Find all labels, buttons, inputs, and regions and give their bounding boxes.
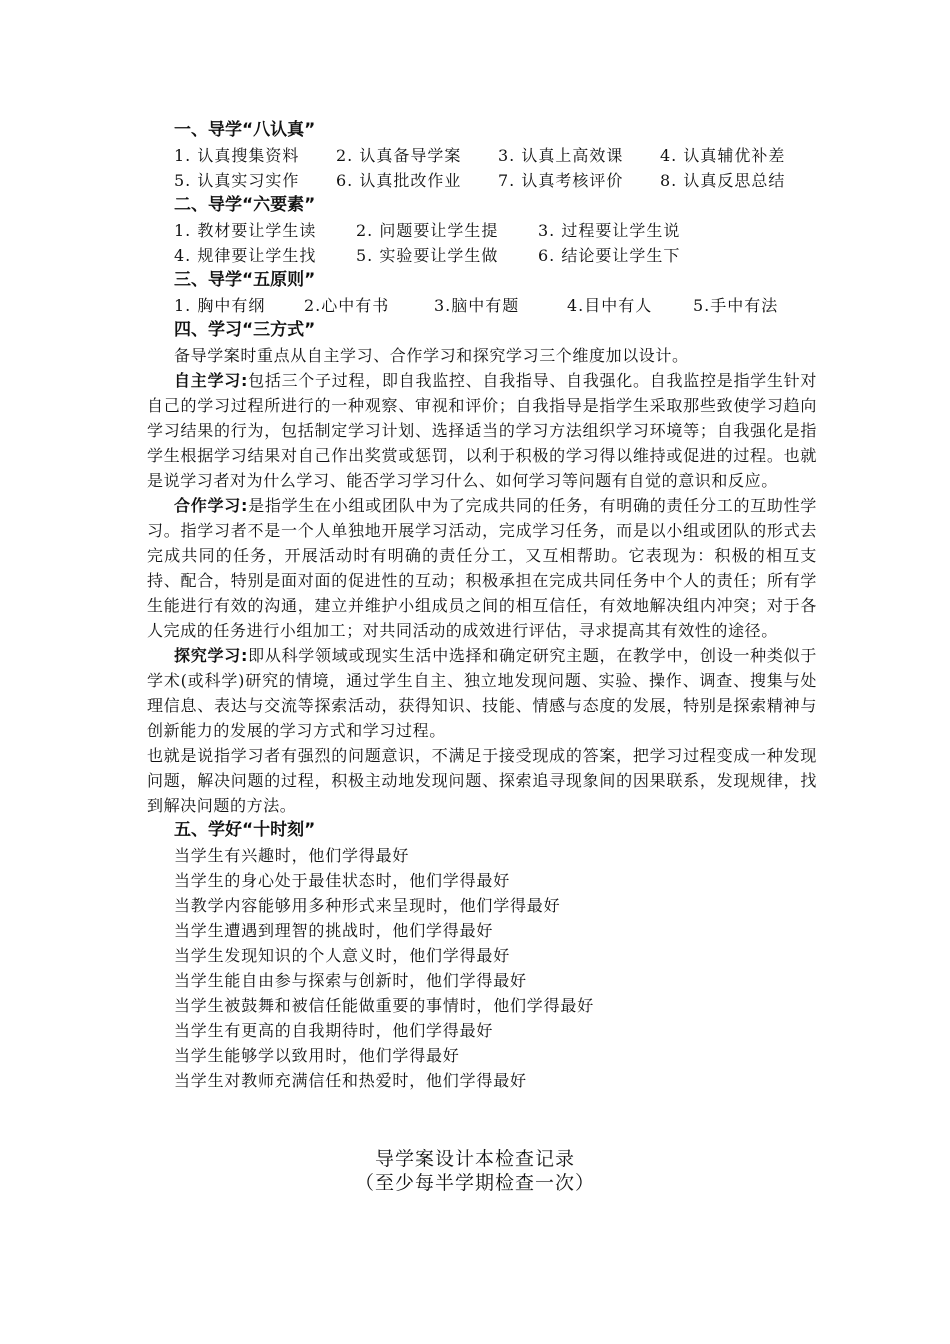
inquiry-text: 即从科学领域或现实生活中选择和确定研究主题，在教学中，创设一种类似于学术(或科学)研究的情境，通过学生自主、独立地发现问题、实验、操作、调查、搜集与处理信息、表达与交流等探索活动，获得知识、技能、情感与态度的发展，特别是探索精神与创新能力的发展的学习方式和学习过程。 [147, 646, 817, 740]
list-item: 3.脑中有题 [434, 296, 520, 315]
list-item: 当学生对教师充满信任和热爱时，他们学得最好 [174, 1071, 527, 1090]
list-item: 当学生能够学以致用时，他们学得最好 [174, 1046, 460, 1065]
list-item: 当学生有兴趣时，他们学得最好 [174, 846, 410, 865]
list-item: 3. 认真上高效课 [498, 146, 624, 165]
six-row-1 [147, 218, 817, 243]
three-ways-intro: 备导学案时重点从自主学习、合作学习和探究学习三个维度加以设计。 [174, 346, 689, 365]
cooperative-text: 是指学生在小组或团队中为了完成共同的任务，有明确的责任分工的互助性学习。指学习者不是一个人单独地开展学习活动，完成学习任务，而是以小组或团队的形式去完成共同的任务，开展活动时有明确的责任分工，又互相帮助。它表现为：积极的相互支持、配合，特别是面对面的促进性的互动；积极承担在完成共同任务中个人的责任；所有学生能进行有效的沟通，建立并维护小组成员之间的相互信任，有效地解决组内冲突；对于各人完成的任务进行小组加工；对共同活动的成效进行评估，寻求提高其有效性的途径。 [147, 496, 817, 640]
record-title: 导学案设计本检查记录 [374, 1148, 575, 1170]
eight-row-1 [147, 143, 817, 168]
cooperative-label: 合作学习: [174, 496, 248, 515]
inquiry-followup-paragraph: 也就是说指学习者有强烈的问题意识，不满足于接受现成的答案，把学习过程变成一种发现问题，解决问题的过程，积极主动地发现问题、探索追寻现象间的因果联系，发现规律，找到解决问题的方法。 [147, 746, 817, 815]
inquiry-label: 探究学习: [174, 646, 248, 665]
list-item: 当学生发现知识的个人意义时，他们学得最好 [174, 946, 511, 965]
document-body [147, 118, 817, 1093]
record-subtitle: （至少每半学期检查一次） [354, 1172, 595, 1194]
section-heading-three-ways: 四、学习“三方式” [174, 320, 316, 340]
list-item: 5. 实验要让学生做 [356, 246, 499, 265]
list-item: 1. 教材要让学生读 [174, 221, 317, 240]
list-item: 5. 认真实习实作 [174, 171, 300, 190]
list-item: 6. 认真批改作业 [336, 171, 462, 190]
self-study-text: 包括三个子过程，即自我监控、自我指导、自我强化。自我监控是指学生针对自己的学习过程所进行的一种观察、审视和评价；自我指导是指学生采取那些致使学习趋向学习结果的行为，包括制定学习计划、选择适当的学习方法组织学习环境等；自我强化是指学生根据学习结果对自己作出奖赏或惩罚，以利于积极的学习得以维持或促进的过程。也就是说学习者对为什么学习、能否学习学习什么、如何学习等问题有自觉的意识和反应。 [147, 371, 817, 490]
self-study-paragraph [147, 368, 817, 493]
section-heading-five-principles: 三、导学“五原则” [174, 270, 316, 290]
list-item: 2.心中有书 [304, 296, 390, 315]
list-item: 6. 结论要让学生下 [538, 246, 681, 265]
list-item: 3. 过程要让学生说 [538, 221, 681, 240]
section-heading-six: 二、导学“六要素” [174, 195, 316, 215]
eight-row-2 [147, 168, 817, 193]
list-item: 当学生被鼓舞和被信任能做重要的事情时，他们学得最好 [174, 996, 595, 1015]
list-item: 2. 问题要让学生提 [356, 221, 499, 240]
list-item: 当学生有更高的自我期待时，他们学得最好 [174, 1021, 494, 1040]
list-item: 当学生能自由参与探索与创新时，他们学得最好 [174, 971, 527, 990]
list-item: 8. 认真反思总结 [660, 171, 786, 190]
list-item: 当学生遭遇到理智的挑战时，他们学得最好 [174, 921, 494, 940]
principles-row [147, 293, 817, 318]
list-item: 4. 规律要让学生找 [174, 246, 317, 265]
section-heading-eight: 一、导学“八认真” [174, 120, 316, 140]
list-item: 1. 认真搜集资料 [174, 146, 300, 165]
list-item: 2. 认真备导学案 [336, 146, 462, 165]
list-item: 7. 认真考核评价 [498, 171, 624, 190]
list-item: 当教学内容能够用多种形式来呈现时，他们学得最好 [174, 896, 561, 915]
list-item: 当学生的身心处于最佳状态时，他们学得最好 [174, 871, 511, 890]
six-row-2 [147, 243, 817, 268]
list-item: 4. 认真辅优补差 [660, 146, 786, 165]
list-item: 5.手中有法 [693, 296, 779, 315]
inquiry-paragraph [147, 643, 817, 743]
cooperative-paragraph [147, 493, 817, 643]
section-heading-ten-moments: 五、学好“十时刻” [174, 820, 316, 840]
self-study-label: 自主学习: [174, 371, 248, 390]
list-item: 1. 胸中有纲 [174, 296, 266, 315]
list-item: 4.目中有人 [567, 296, 653, 315]
